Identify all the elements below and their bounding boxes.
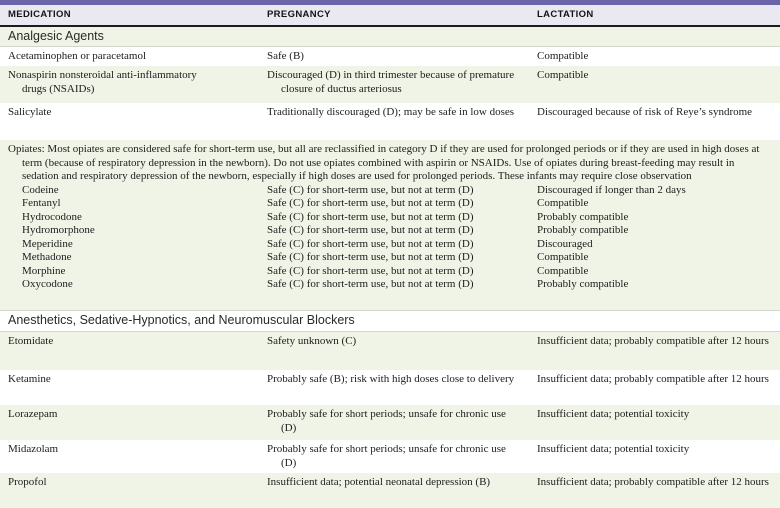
pregnancy-cell: Safe (B) <box>267 50 304 62</box>
table-row <box>0 265 780 279</box>
medication-cell: Methadone <box>22 251 72 263</box>
table-row <box>0 184 780 198</box>
medication-cell: Ketamine <box>8 373 51 385</box>
medication-cell: Hydrocodone <box>22 210 82 223</box>
medication-cell: Midazolam <box>8 443 59 455</box>
table-row <box>0 197 780 211</box>
table-row <box>0 47 780 66</box>
medication-cell: Fentanyl <box>22 197 61 209</box>
pregnancy-cell: Safe (C) for short-term use, but not at term (D) <box>267 237 474 250</box>
section-header-analgesic-agents: Analgesic Agents <box>0 27 780 47</box>
lactation-cell: Compatible <box>537 69 589 81</box>
pregnancy-cell: Probably safe (B); risk with high doses close to delivery <box>267 373 515 385</box>
lactation-cell: Discouraged <box>537 237 593 250</box>
medication-cell: Etomidate <box>8 335 54 347</box>
table-row <box>0 473 780 508</box>
pregnancy-cell: Probably safe for short periods; unsafe for chronic use (D) <box>267 443 506 469</box>
pregnancy-cell: Safe (C) for short-term use, but not at term (D) <box>267 251 474 263</box>
table-row <box>0 405 780 440</box>
lactation-cell: Probably compatible <box>537 278 629 290</box>
table-row <box>0 224 780 238</box>
column-header-medication: MEDICATION <box>8 9 71 21</box>
table-row <box>0 211 780 225</box>
pregnancy-cell: Probably safe for short periods; unsafe for chronic use (D) <box>267 408 506 434</box>
pregnancy-cell: Safe (C) for short-term use, but not at term (D) <box>267 224 474 236</box>
medication-cell: Salicylate <box>8 106 52 118</box>
column-header-pregnancy: PREGNANCY <box>267 9 331 21</box>
table-row <box>0 103 780 140</box>
medication-cell: Codeine <box>22 183 59 196</box>
table-row <box>0 238 780 252</box>
pregnancy-cell: Safe (C) for short-term use, but not at term (D) <box>267 278 474 290</box>
table-row <box>0 332 780 370</box>
medication-cell: Meperidine <box>22 237 73 250</box>
table-row <box>0 440 780 473</box>
medication-cell: Lorazepam <box>8 408 58 420</box>
table-row <box>0 66 780 103</box>
section-header-anesthetics: Anesthetics, Sedative-Hypnotics, and Neuromuscular Blockers <box>0 310 780 332</box>
pregnancy-cell: Safety unknown (C) <box>267 335 357 347</box>
pregnancy-cell: Safe (C) for short-term use, but not at term (D) <box>267 197 474 209</box>
lactation-cell: Compatible <box>537 251 589 263</box>
table-header-row <box>0 5 780 25</box>
pregnancy-cell: Insufficient data; potential neonatal depression (B) <box>267 476 491 488</box>
lactation-cell: Insufficient data; probably compatible after 12 hours <box>537 335 769 347</box>
medication-cell: Propofol <box>8 476 47 488</box>
medication-cell: Hydromorphone <box>22 224 95 236</box>
lactation-cell: Insufficient data; probably compatible after 12 hours <box>537 373 769 385</box>
lactation-cell: Compatible <box>537 197 589 209</box>
lactation-cell: Insufficient data; probably compatible after 12 hours <box>537 476 769 488</box>
medication-cell: Nonaspirin nonsteroidal anti-inflammatory drugs (NSAIDs) <box>8 69 197 95</box>
opiates-note: Opiates: Most opiates are considered safe for short-term use, but all are reclassified in category D if they are used for prolonged periods or if they are used in high doses at term (because of respiratory depression in the newborn). Do not use opiates combined with aspirin or NSAIDs. Use of opiates during breast-feeding may result in sedation and respiratory depression of the newborn, especially if high doses are used for prolonged periods. These infants may require close observation <box>8 143 760 182</box>
pregnancy-cell: Safe (C) for short-term use, but not at term (D) <box>267 264 474 277</box>
table-row <box>0 278 780 292</box>
lactation-cell: Compatible <box>537 264 589 277</box>
pregnancy-cell: Discouraged (D) in third trimester because of premature closure of ductus arteriosus <box>267 69 515 95</box>
opiates-group <box>0 140 780 310</box>
lactation-cell: Discouraged because of risk of Reye’s syndrome <box>537 106 753 118</box>
column-header-lactation: LACTATION <box>537 9 594 21</box>
pregnancy-cell: Safe (C) for short-term use, but not at term (D) <box>267 210 474 223</box>
lactation-cell: Insufficient data; potential toxicity <box>537 443 690 455</box>
medication-cell: Acetaminophen or paracetamol <box>8 50 147 62</box>
lactation-cell: Compatible <box>537 50 589 62</box>
lactation-cell: Insufficient data; potential toxicity <box>537 408 690 420</box>
lactation-cell: Probably compatible <box>537 224 629 236</box>
medication-cell: Morphine <box>22 264 66 277</box>
pregnancy-cell: Traditionally discouraged (D); may be safe in low doses <box>267 106 515 118</box>
lactation-cell: Probably compatible <box>537 210 629 223</box>
lactation-cell: Discouraged if longer than 2 days <box>537 183 686 196</box>
pregnancy-cell: Safe (C) for short-term use, but not at term (D) <box>267 183 474 196</box>
table-row <box>0 251 780 265</box>
table-row <box>0 370 780 405</box>
medication-cell: Oxycodone <box>22 278 73 290</box>
